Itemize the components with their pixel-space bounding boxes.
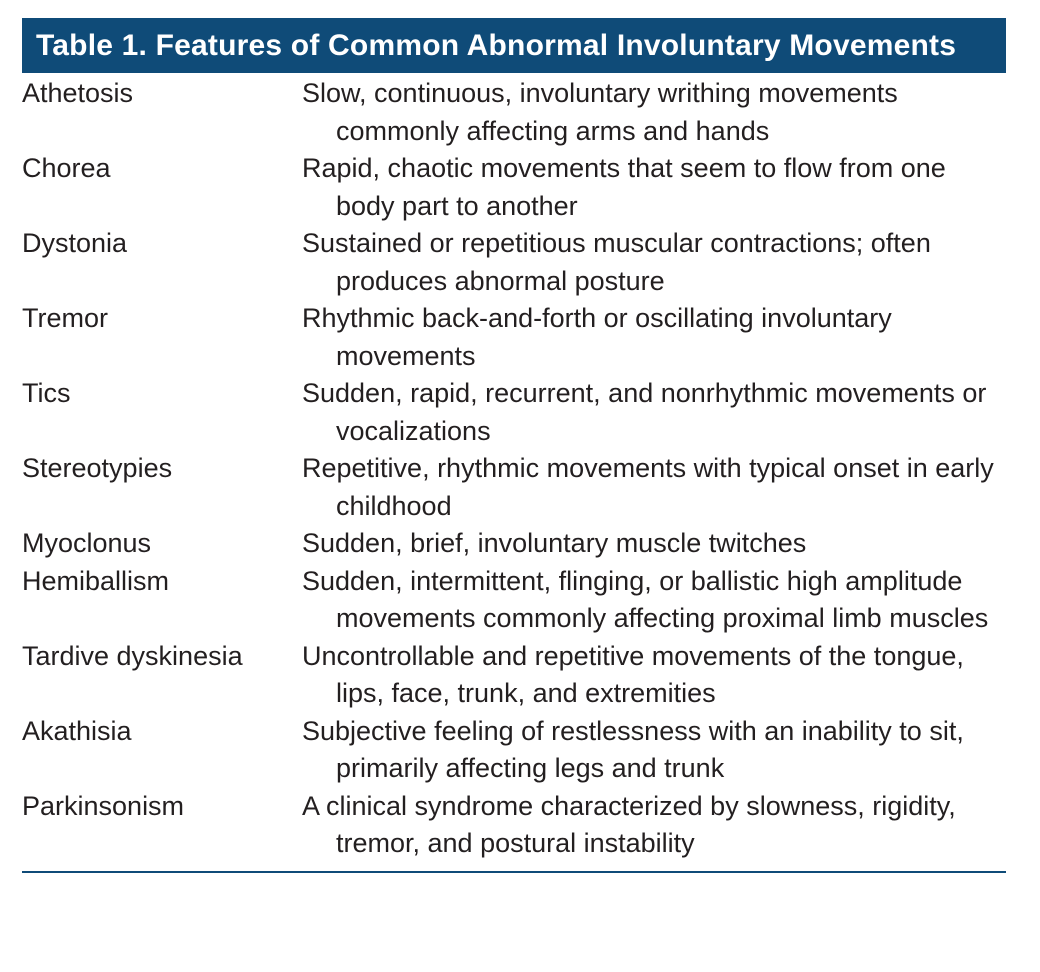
row-definition: Uncontrollable and repetitive movements of the tongue, lips, face, trunk, and extremities — [302, 640, 964, 708]
table-row — [22, 713, 1006, 788]
table-body — [22, 75, 1006, 863]
table-bottom-rule — [22, 871, 1006, 873]
table-row — [22, 375, 1006, 450]
row-term: Athetosis — [22, 78, 134, 108]
movements-table — [22, 18, 1006, 873]
row-definition: A clinical syndrome characterized by slowness, rigidity, tremor, and postural instability — [302, 790, 956, 858]
row-term: Stereotypies — [22, 453, 173, 483]
table-title: Table 1. Features of Common Abnormal Involuntary Movements — [22, 18, 1006, 73]
row-term: Parkinsonism — [22, 790, 185, 821]
table-row — [22, 563, 1006, 638]
table-row — [22, 225, 1006, 300]
table-row — [22, 75, 1006, 150]
row-definition: Repetitive, rhythmic movements with typical onset in early childhood — [302, 453, 994, 521]
row-term: Tremor — [22, 303, 108, 333]
table-row — [22, 150, 1006, 225]
row-definition: Sudden, rapid, recurrent, and nonrhythmic movements or vocalizations — [302, 378, 987, 446]
row-term: Chorea — [22, 153, 111, 183]
row-term: Myoclonus — [22, 528, 152, 558]
table-row — [22, 450, 1006, 525]
table-row — [22, 638, 1006, 713]
row-term: Tics — [22, 378, 71, 408]
row-definition: Sudden, brief, involuntary muscle twitches — [302, 528, 807, 558]
row-definition: Rapid, chaotic movements that seem to flow from one body part to another — [302, 153, 946, 221]
row-definition: Sustained or repetitious muscular contractions; often produces abnormal posture — [302, 228, 931, 296]
row-definition: Sudden, intermittent, flinging, or ballistic high amplitude movements commonly affecting proximal limb muscles — [302, 565, 989, 633]
row-term: Hemiballism — [22, 565, 170, 596]
table-row — [22, 525, 1006, 563]
table-row — [22, 300, 1006, 375]
row-term: Dystonia — [22, 228, 128, 258]
row-term: Tardive dyskinesia — [22, 640, 243, 671]
row-definition: Rhythmic back-and-forth or oscillating involuntary movements — [302, 303, 892, 371]
row-term: Akathisia — [22, 715, 132, 746]
row-definition: Subjective feeling of restlessness with an inability to sit, primarily affecting legs and trunk — [302, 715, 964, 783]
table-row — [22, 788, 1006, 863]
row-definition: Slow, continuous, involuntary writhing movements commonly affecting arms and hands — [302, 78, 898, 146]
